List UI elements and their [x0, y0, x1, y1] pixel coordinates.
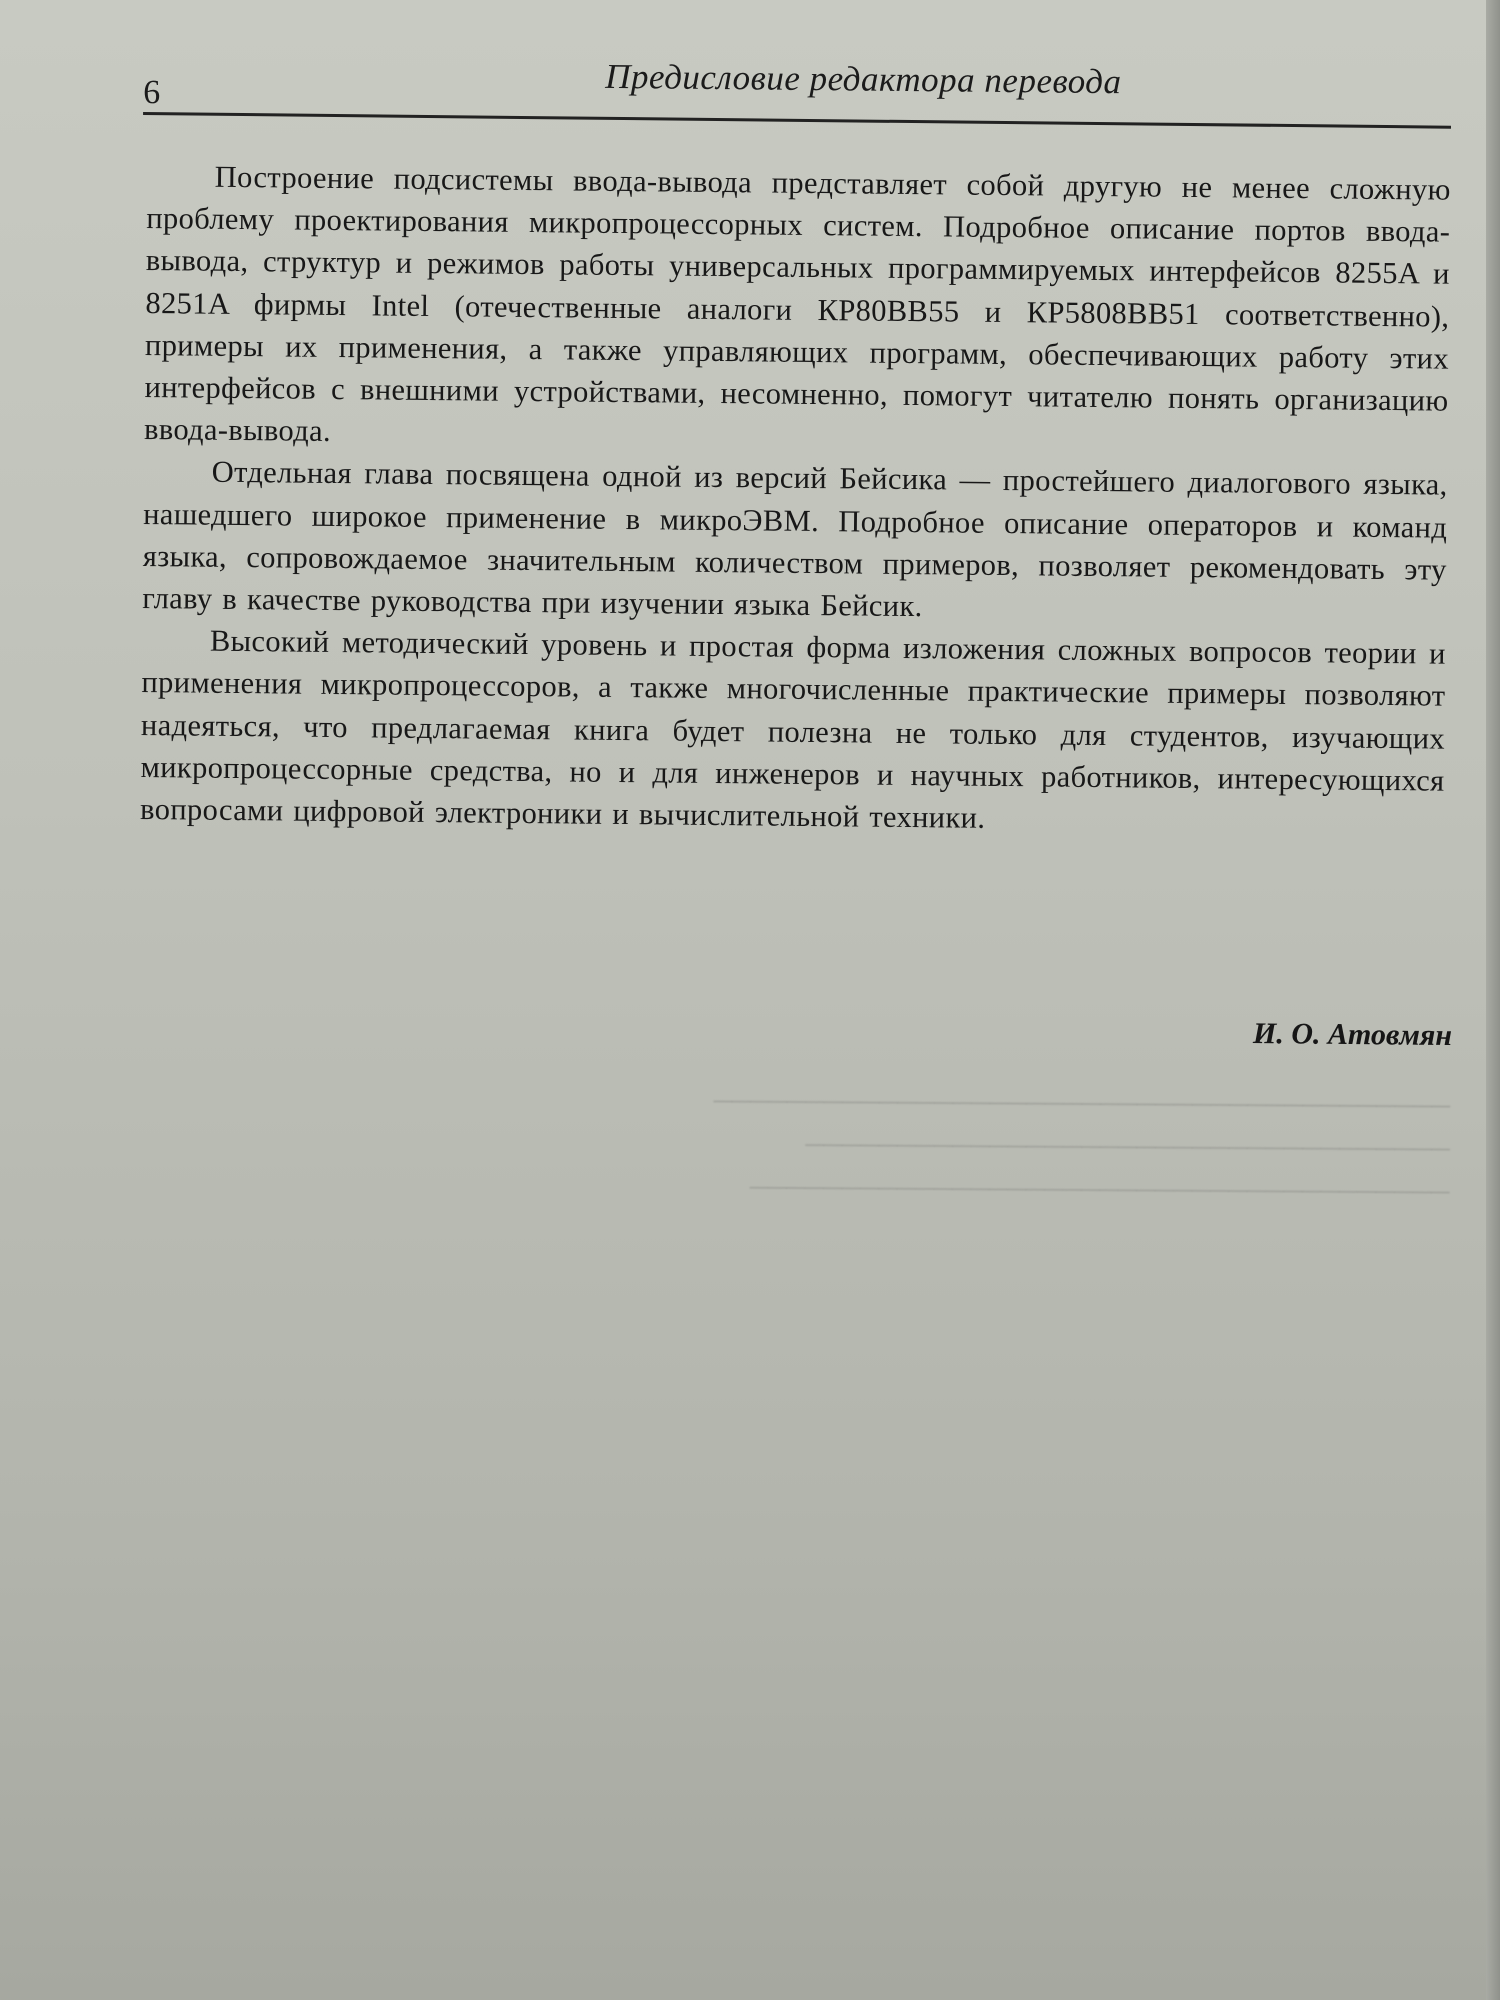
- show-through-texture: ──────────────────────────────────────── ─────────────────────────────────── ──────────────────────────────────────: [713, 1086, 1451, 1207]
- body-text: [140, 155, 1451, 844]
- paragraph-3: Высокий методический уровень и простая форма изложения сложных вопросов теории и применения микропроцессоров, а также многочисленные практические примеры позволяют надеяться, что предлагаемая книга будет полезна не только для студентов, изучающих микропроцессорные средства, но и для инженеров и научных работников, интересующихся вопросами цифровой электроники и вычислительной техники.: [139, 623, 1447, 835]
- page-number: 6: [143, 74, 161, 112]
- paragraph-1: Построение подсистемы ввода-вывода представляет собой другую не менее сложную проблему проектирования микропроцессорных систем. Подробное описание портов ввода-вывода, структур и режимов работы универсальных программируемых интерфейсов 8255A и 8251A фирмы Intel (отечественные аналоги КР80ВВ55 и КР5808ВВ51 соответственно), примеры их применения, а также управляющих программ, обеспечивающих работу этих интерфейсов с внешними устройствами, несомненно, помогут читателю понять организацию ввода-вывода.: [143, 159, 1451, 449]
- header-rule: [143, 112, 1451, 129]
- signature: И. О. Атовмян: [1252, 1016, 1453, 1053]
- paragraph-2: Отдельная глава посвящена одной из версий Бейсика — простейшего диалогового языка, нашедшего широкое применение в микроЭВМ. Подробное описание операторов и команд языка, сопровождаемое значительным количеством примеров, позволяет рекомендовать эту главу в качестве руководства при изучении языка Бейсик.: [142, 455, 1448, 624]
- page-header: [143, 48, 1452, 134]
- running-title: Предисловие редактора перевода: [605, 56, 1122, 102]
- page-edge: [1486, 0, 1500, 2000]
